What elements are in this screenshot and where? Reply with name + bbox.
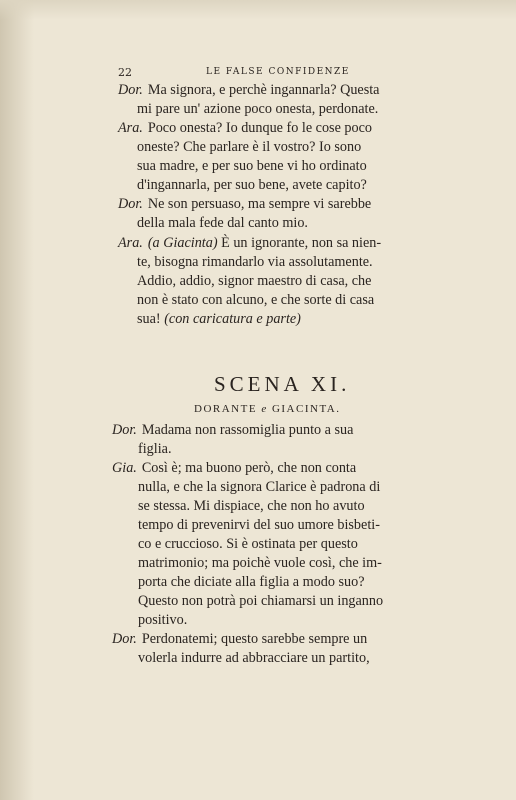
scene-characters — [194, 403, 414, 421]
dialogue-line — [118, 194, 371, 214]
dialogue-line — [137, 213, 308, 233]
dialogue-text: oneste? Che parlare è il vostro? Io sono — [137, 139, 362, 155]
dialogue-block-1 — [118, 80, 468, 342]
dialogue-text: È un ignorante, non sa nien- — [221, 235, 382, 251]
dialogue-line — [138, 477, 380, 497]
dialogue-text: della mala fede dal canto mio. — [137, 215, 308, 231]
dialogue-line — [137, 252, 373, 272]
running-head: LE FALSE CONFIDENZE — [206, 67, 350, 77]
dialogue-line — [137, 271, 371, 291]
dialogue-text: nulla, e che la signora Clarice è padrona di — [138, 479, 381, 495]
speaker-label: Gia. — [112, 460, 137, 476]
dialogue-block-2 — [112, 420, 468, 678]
dialogue-text: co e cruccioso. Si è ostinata per questo — [138, 536, 358, 552]
speaker-label: Dor. — [112, 631, 137, 647]
page-number: 22 — [118, 66, 132, 79]
dialogue-line — [112, 629, 367, 649]
dialogue-text: d'ingannarla, per suo bene, avete capito? — [137, 177, 367, 193]
dialogue-line — [137, 309, 301, 329]
dialogue-line — [137, 137, 361, 157]
dialogue-line — [138, 553, 382, 573]
dialogue-text: Ma signora, e perchè ingannarla? Questa — [147, 82, 380, 98]
dialogue-line — [137, 156, 367, 176]
character-name: DORANTE — [194, 403, 258, 415]
dialogue-text: Addio, addio, signor maestro di casa, che — [137, 273, 372, 289]
dialogue-line — [138, 648, 370, 668]
dialogue-text: Perdonatemi; questo sarebbe sempre un — [141, 631, 368, 647]
dialogue-line — [112, 420, 353, 440]
dialogue-text: sua! — [137, 311, 161, 327]
dialogue-text: Poco onesta? Io dunque fo le cose poco — [147, 120, 373, 136]
characters-conjunction: e — [257, 403, 272, 415]
dialogue-text: sua madre, e per suo bene vi ho ordinato — [137, 158, 367, 174]
dialogue-text: porta che diciate alla figlia a modo suo? — [138, 574, 365, 590]
dialogue-text: volerla indurre ad abbracciare un partito, — [138, 650, 370, 666]
dialogue-line — [138, 534, 358, 554]
dialogue-text: positivo. — [138, 612, 188, 628]
dialogue-line — [118, 118, 372, 138]
dialogue-line — [112, 458, 356, 478]
dialogue-text: tempo di prevenirvi del suo umore bisbeti- — [138, 517, 380, 533]
dialogue-text: Ne son persuaso, ma sempre vi sarebbe — [147, 196, 372, 212]
stage-direction: (a Giacinta) — [147, 235, 218, 251]
dialogue-text: se stessa. Mi dispiace, che non ho avuto — [138, 498, 365, 514]
dialogue-text: figlia. — [138, 441, 172, 457]
speaker-label: Dor. — [112, 422, 137, 438]
dialogue-line — [118, 80, 379, 100]
character-name: GIACINTA. — [271, 403, 341, 415]
page-gutter-shadow — [0, 0, 34, 800]
dialogue-line — [137, 175, 367, 195]
scene-title: SCENA XI. — [214, 372, 351, 396]
dialogue-text: te, bisogna rimandarlo via assolutamente. — [137, 254, 373, 270]
dialogue-text: Così è; ma buono però, che non conta — [141, 460, 357, 476]
dialogue-line — [138, 515, 380, 535]
dialogue-line — [137, 290, 374, 310]
dialogue-line — [138, 496, 365, 516]
page-top-shadow — [0, 0, 516, 20]
speaker-label: Ara. — [118, 120, 143, 136]
dialogue-line — [137, 99, 378, 119]
dialogue-text: Questo non potrà poi chiamarsi un inganno — [138, 593, 384, 609]
dialogue-line — [138, 591, 383, 611]
speaker-label: Dor. — [118, 82, 143, 98]
speaker-label: Ara. — [118, 235, 143, 251]
dialogue-text: mi pare un' azione poco onesta, perdonate. — [137, 101, 379, 117]
dialogue-text: matrimonio; ma poichè vuole così, che im- — [138, 555, 382, 571]
dialogue-line — [138, 439, 172, 459]
dialogue-text: Madama non rassomiglia punto a sua — [141, 422, 354, 438]
speaker-label: Dor. — [118, 196, 143, 212]
dialogue-line — [138, 610, 187, 630]
stage-direction: (con caricatura e parte) — [164, 311, 301, 327]
dialogue-text: non è stato con alcuno, e che sorte di casa — [137, 292, 375, 308]
dialogue-line — [118, 233, 381, 253]
dialogue-line — [138, 572, 365, 592]
